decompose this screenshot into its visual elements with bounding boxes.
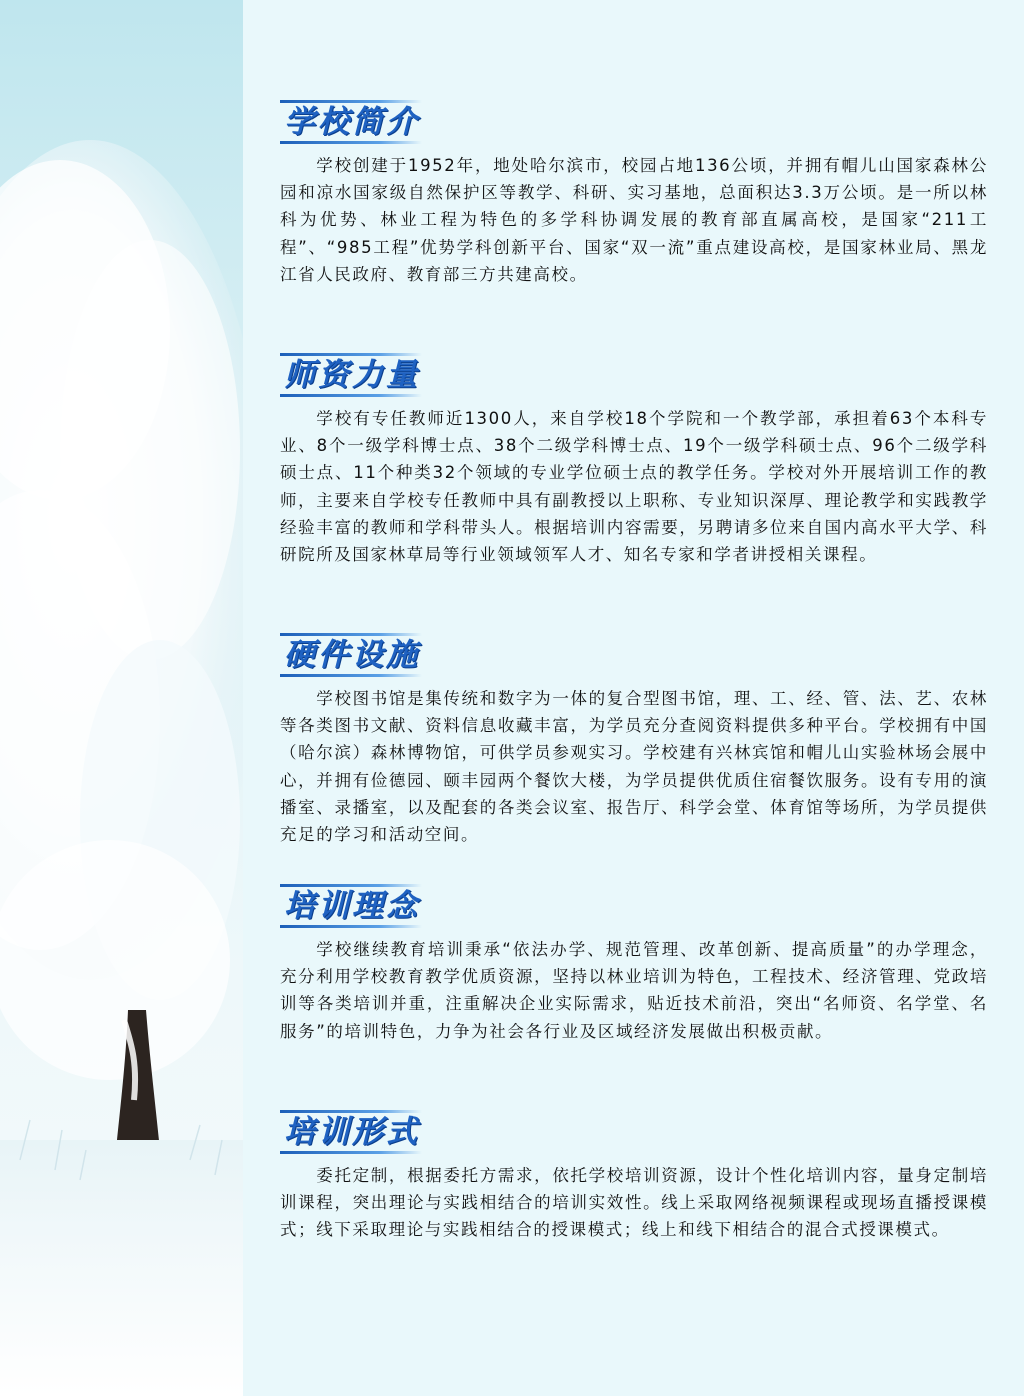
section-paragraph: 学校创建于1952年，地处哈尔滨市，校园占地136公顷，并拥有帽儿山国家森林公园和凉水国家级自然保护区等教学、科研、实习基地，总面积达3.3万公顷。是一所以林科为优势、林业工程为特色的多学科协调发展的教育部直属高校，是国家“211工程”、“985工程”优势学科创新平台、国家“双一流”重点建设高校，是国家林业局、黑龙江省人民政府、教育部三方共建高校。 [280,156,988,284]
section-training-format [280,1110,988,1244]
title-rule-bottom [280,925,422,928]
snowy-tree-photo [0,0,243,1396]
section-title-text: 师资力量 [284,357,420,393]
section-paragraph: 学校图书馆是集传统和数字为一体的复合型图书馆，理、工、经、管、法、艺、农林等各类图书文献、资料信息收藏丰富，为学员充分查阅资料提供多种平台。学校拥有中国（哈尔滨）森林博物馆，可供学员参观实习。学校建有兴林宾馆和帽儿山实验林场会展中心，并拥有俭德园、颐丰园两个餐饮大楼，为学员提供优质住宿餐饮服务。设有专用的演播室、录播室，以及配套的各类会议室、报告厅、科学会堂、体育馆等场所，为学员提供充足的学习和活动空间。 [280,689,988,845]
section-training-philosophy [280,884,988,1045]
section-faculty [280,353,988,568]
title-rule-top [280,1110,422,1113]
section-paragraph: 委托定制，根据委托方需求，依托学校培训资源，设计个性化培训内容，量身定制培训课程，突出理论与实践相结合的培训实效性。线上采取网络视频课程或现场直播授课模式；线下采取理论与实践相结合的授课模式；线上和线下相结合的混合式授课模式。 [280,1166,988,1240]
title-rule-top [280,633,422,636]
section-title-text: 培训形式 [284,1114,420,1150]
section-title-facilities [280,633,424,677]
section-title-text: 学校简介 [284,104,420,140]
section-title-text: 硬件设施 [284,637,420,673]
section-title-school-intro [280,100,424,144]
section-title-faculty [280,353,424,397]
section-paragraph: 学校继续教育培训秉承“依法办学、规范管理、改革创新、提高质量”的办学理念，充分利用学校教育教学优质资源，坚持以林业培训为特色，工程技术、经济管理、党政培训等各类培训并重，注重解决企业实际需求，贴近技术前沿，突出“名师资、名学堂、名服务”的培训特色，力争为社会各行业及区域经济发展做出积极贡献。 [280,940,988,1041]
section-title-training-format [280,1110,424,1154]
section-facilities [280,633,988,848]
title-rule-bottom [280,674,422,677]
title-rule-top [280,884,422,887]
section-paragraph: 学校有专任教师近1300人，来自学校18个学院和一个教学部，承担着63个本科专业、8个一级学科博士点、38个二级学科博士点、19个一级学科硕士点、96个二级学科硕士点、11个种类32个领域的专业学位硕士点的教学任务。学校对外开展培训工作的教师，主要来自学校专任教师中具有副教授以上职称、专业知识深厚、理论教学和实践教学经验丰富的教师和学科带头人。根据培训内容需要，另聘请多位来自国内高水平大学、科研院所及国家林草局等行业领域领军人才、知名专家和学者讲授相关课程。 [280,409,988,565]
section-title-text: 培训理念 [284,888,420,924]
title-rule-bottom [280,141,422,144]
section-school-intro [280,100,988,288]
title-rule-top [280,100,422,103]
title-rule-bottom [280,1151,422,1154]
title-rule-bottom [280,394,422,397]
title-rule-top [280,353,422,356]
section-title-training-philosophy [280,884,424,928]
